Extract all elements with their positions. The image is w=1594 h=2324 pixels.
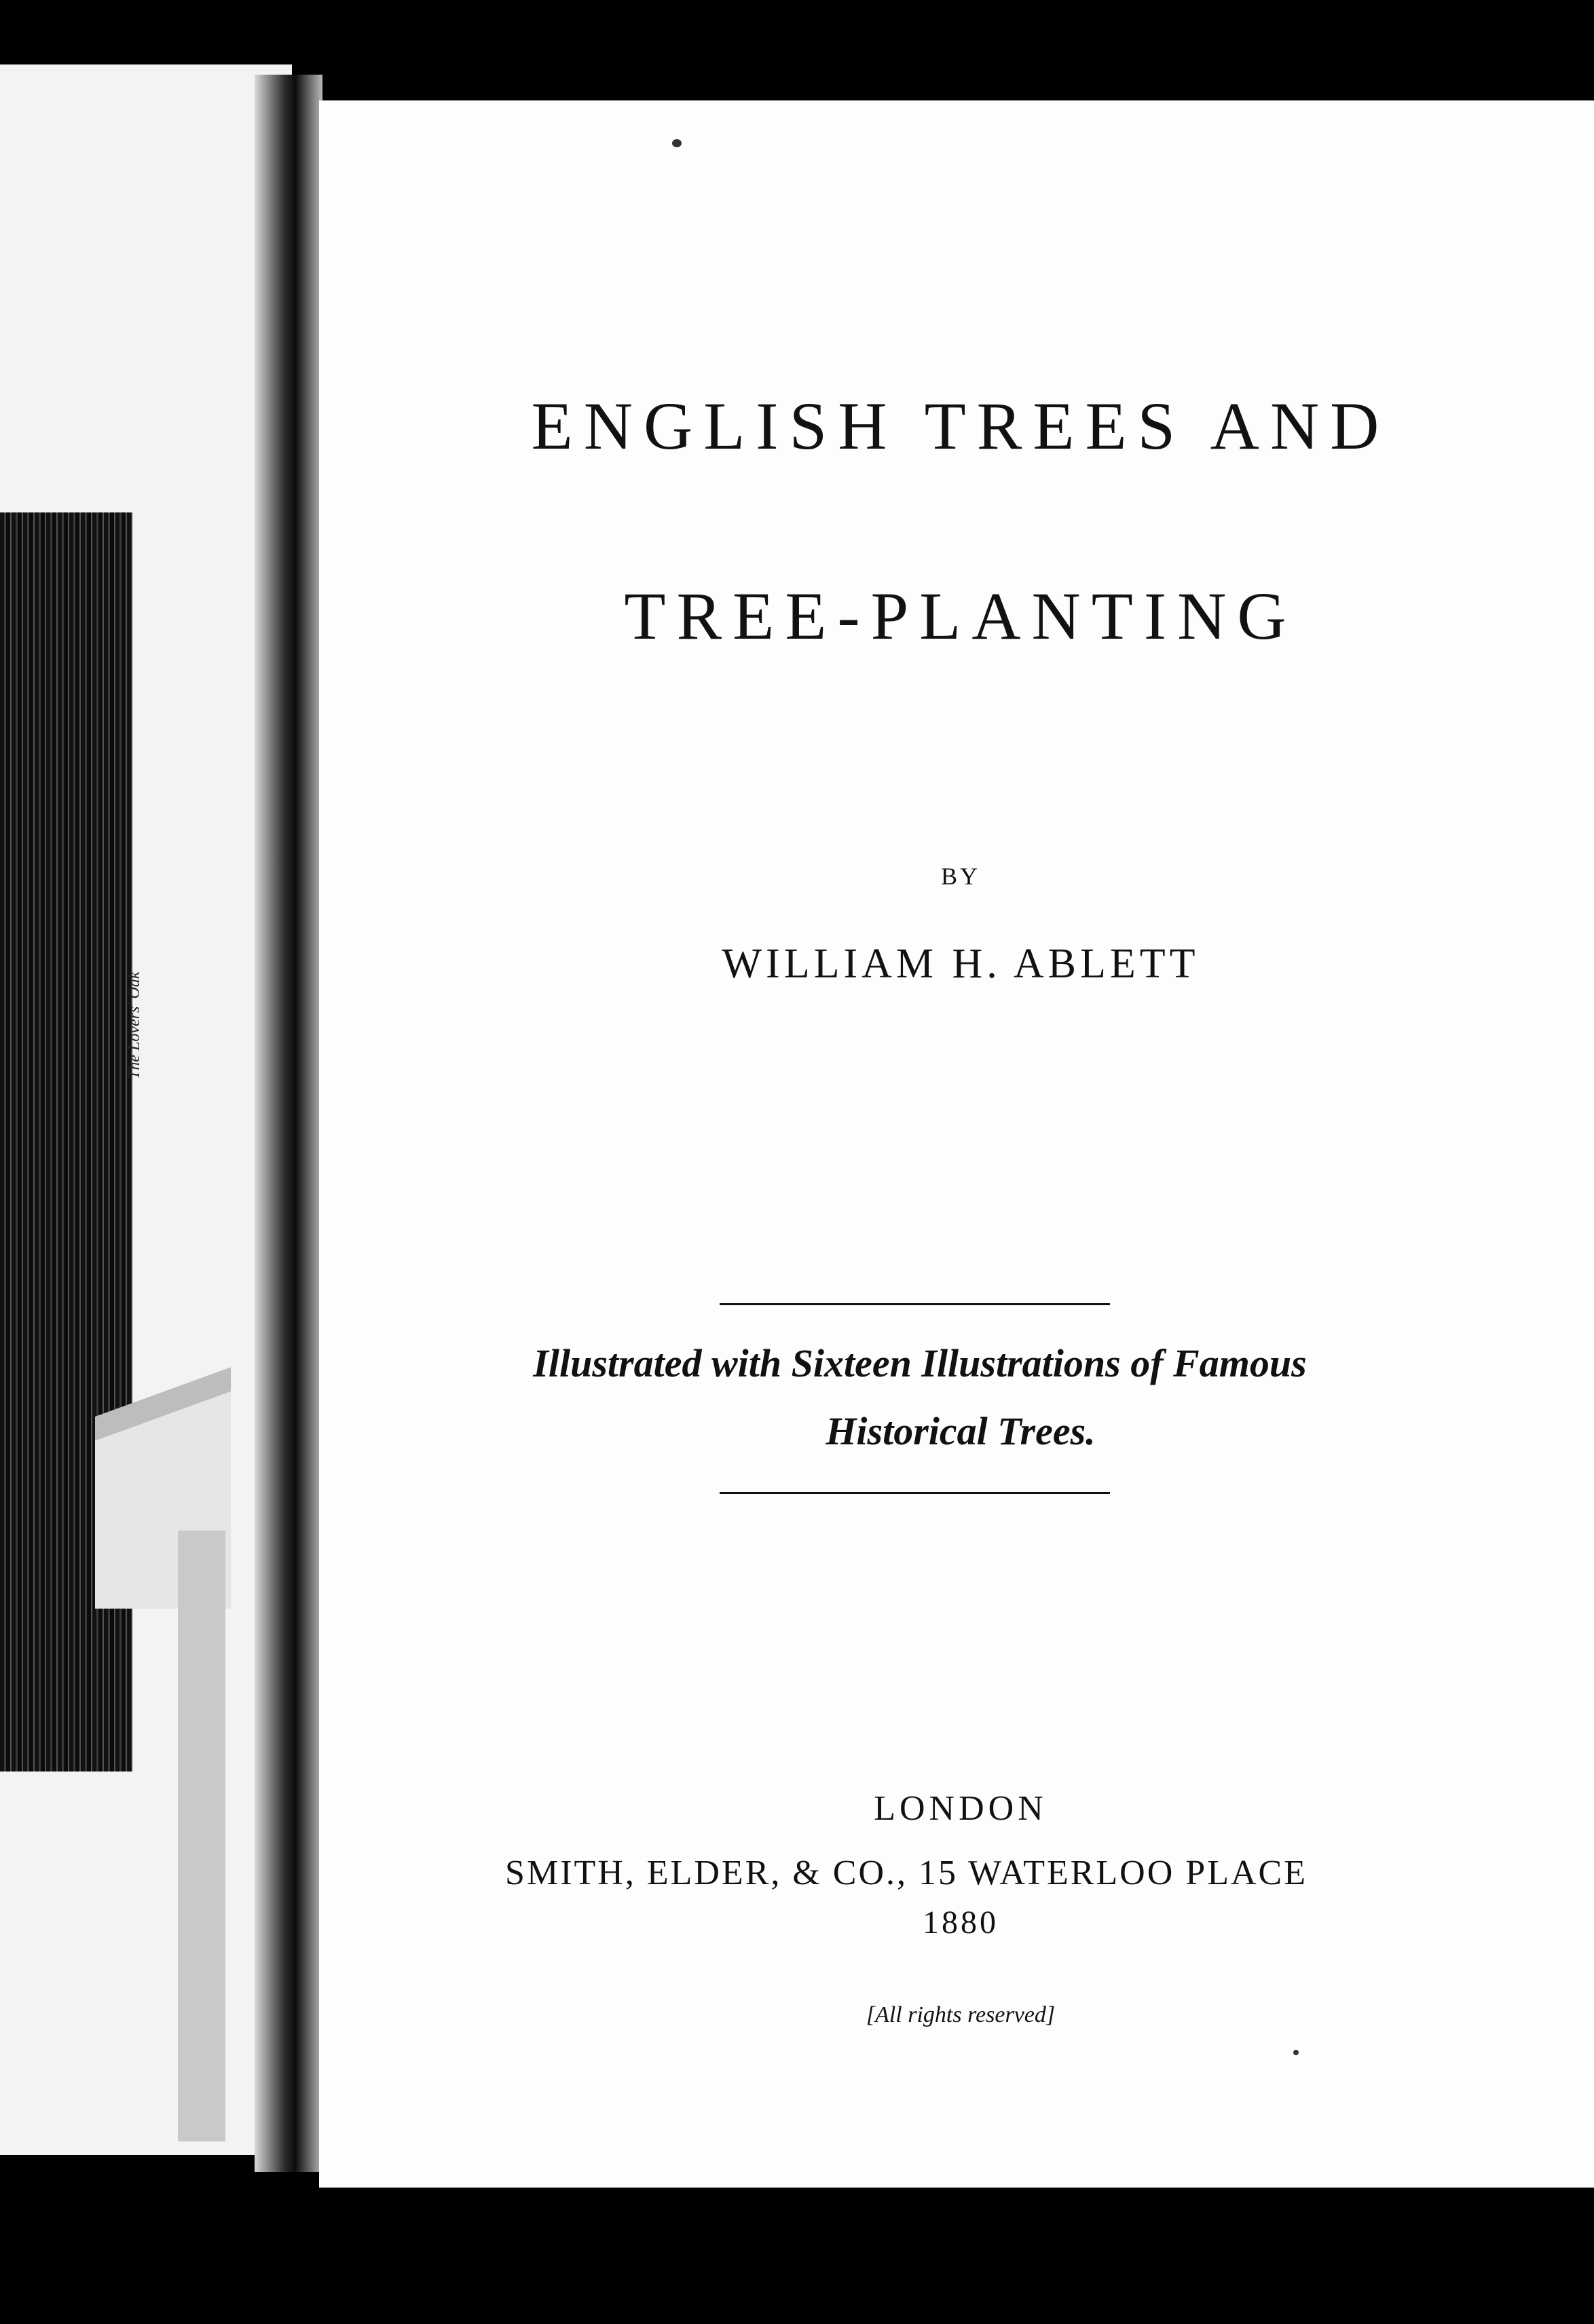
illustrated-note-line-2: Historical Trees.: [826, 1409, 1096, 1453]
page-edge-strip: [178, 1531, 225, 2141]
author-name: WILLIAM H. ABLETT: [722, 941, 1200, 987]
illustration-caption: The Lovers' Oak: [126, 971, 143, 1079]
title-line-1: ENGLISH TREES AND: [531, 388, 1390, 464]
publication-city: LONDON: [874, 1789, 1048, 1828]
title-line-2: TREE-PLANTING: [624, 578, 1297, 654]
divider-top: [720, 1303, 1110, 1305]
by-label: BY: [940, 863, 980, 890]
paper-speck: [672, 139, 682, 147]
divider-bottom: [720, 1492, 1110, 1494]
illustrated-note-line-1: Illustrated with Sixteen Illustrations of Famous: [533, 1341, 1307, 1385]
publication-year: 1880: [923, 1905, 999, 1941]
publisher-line: SMITH, ELDER, & CO., 15 WATERLOO PLACE: [505, 1854, 1308, 1892]
rights-notice: [All rights reserved]: [866, 2002, 1056, 2027]
paper-speck: [1293, 2050, 1299, 2055]
book-spine-gutter: [255, 75, 322, 2172]
